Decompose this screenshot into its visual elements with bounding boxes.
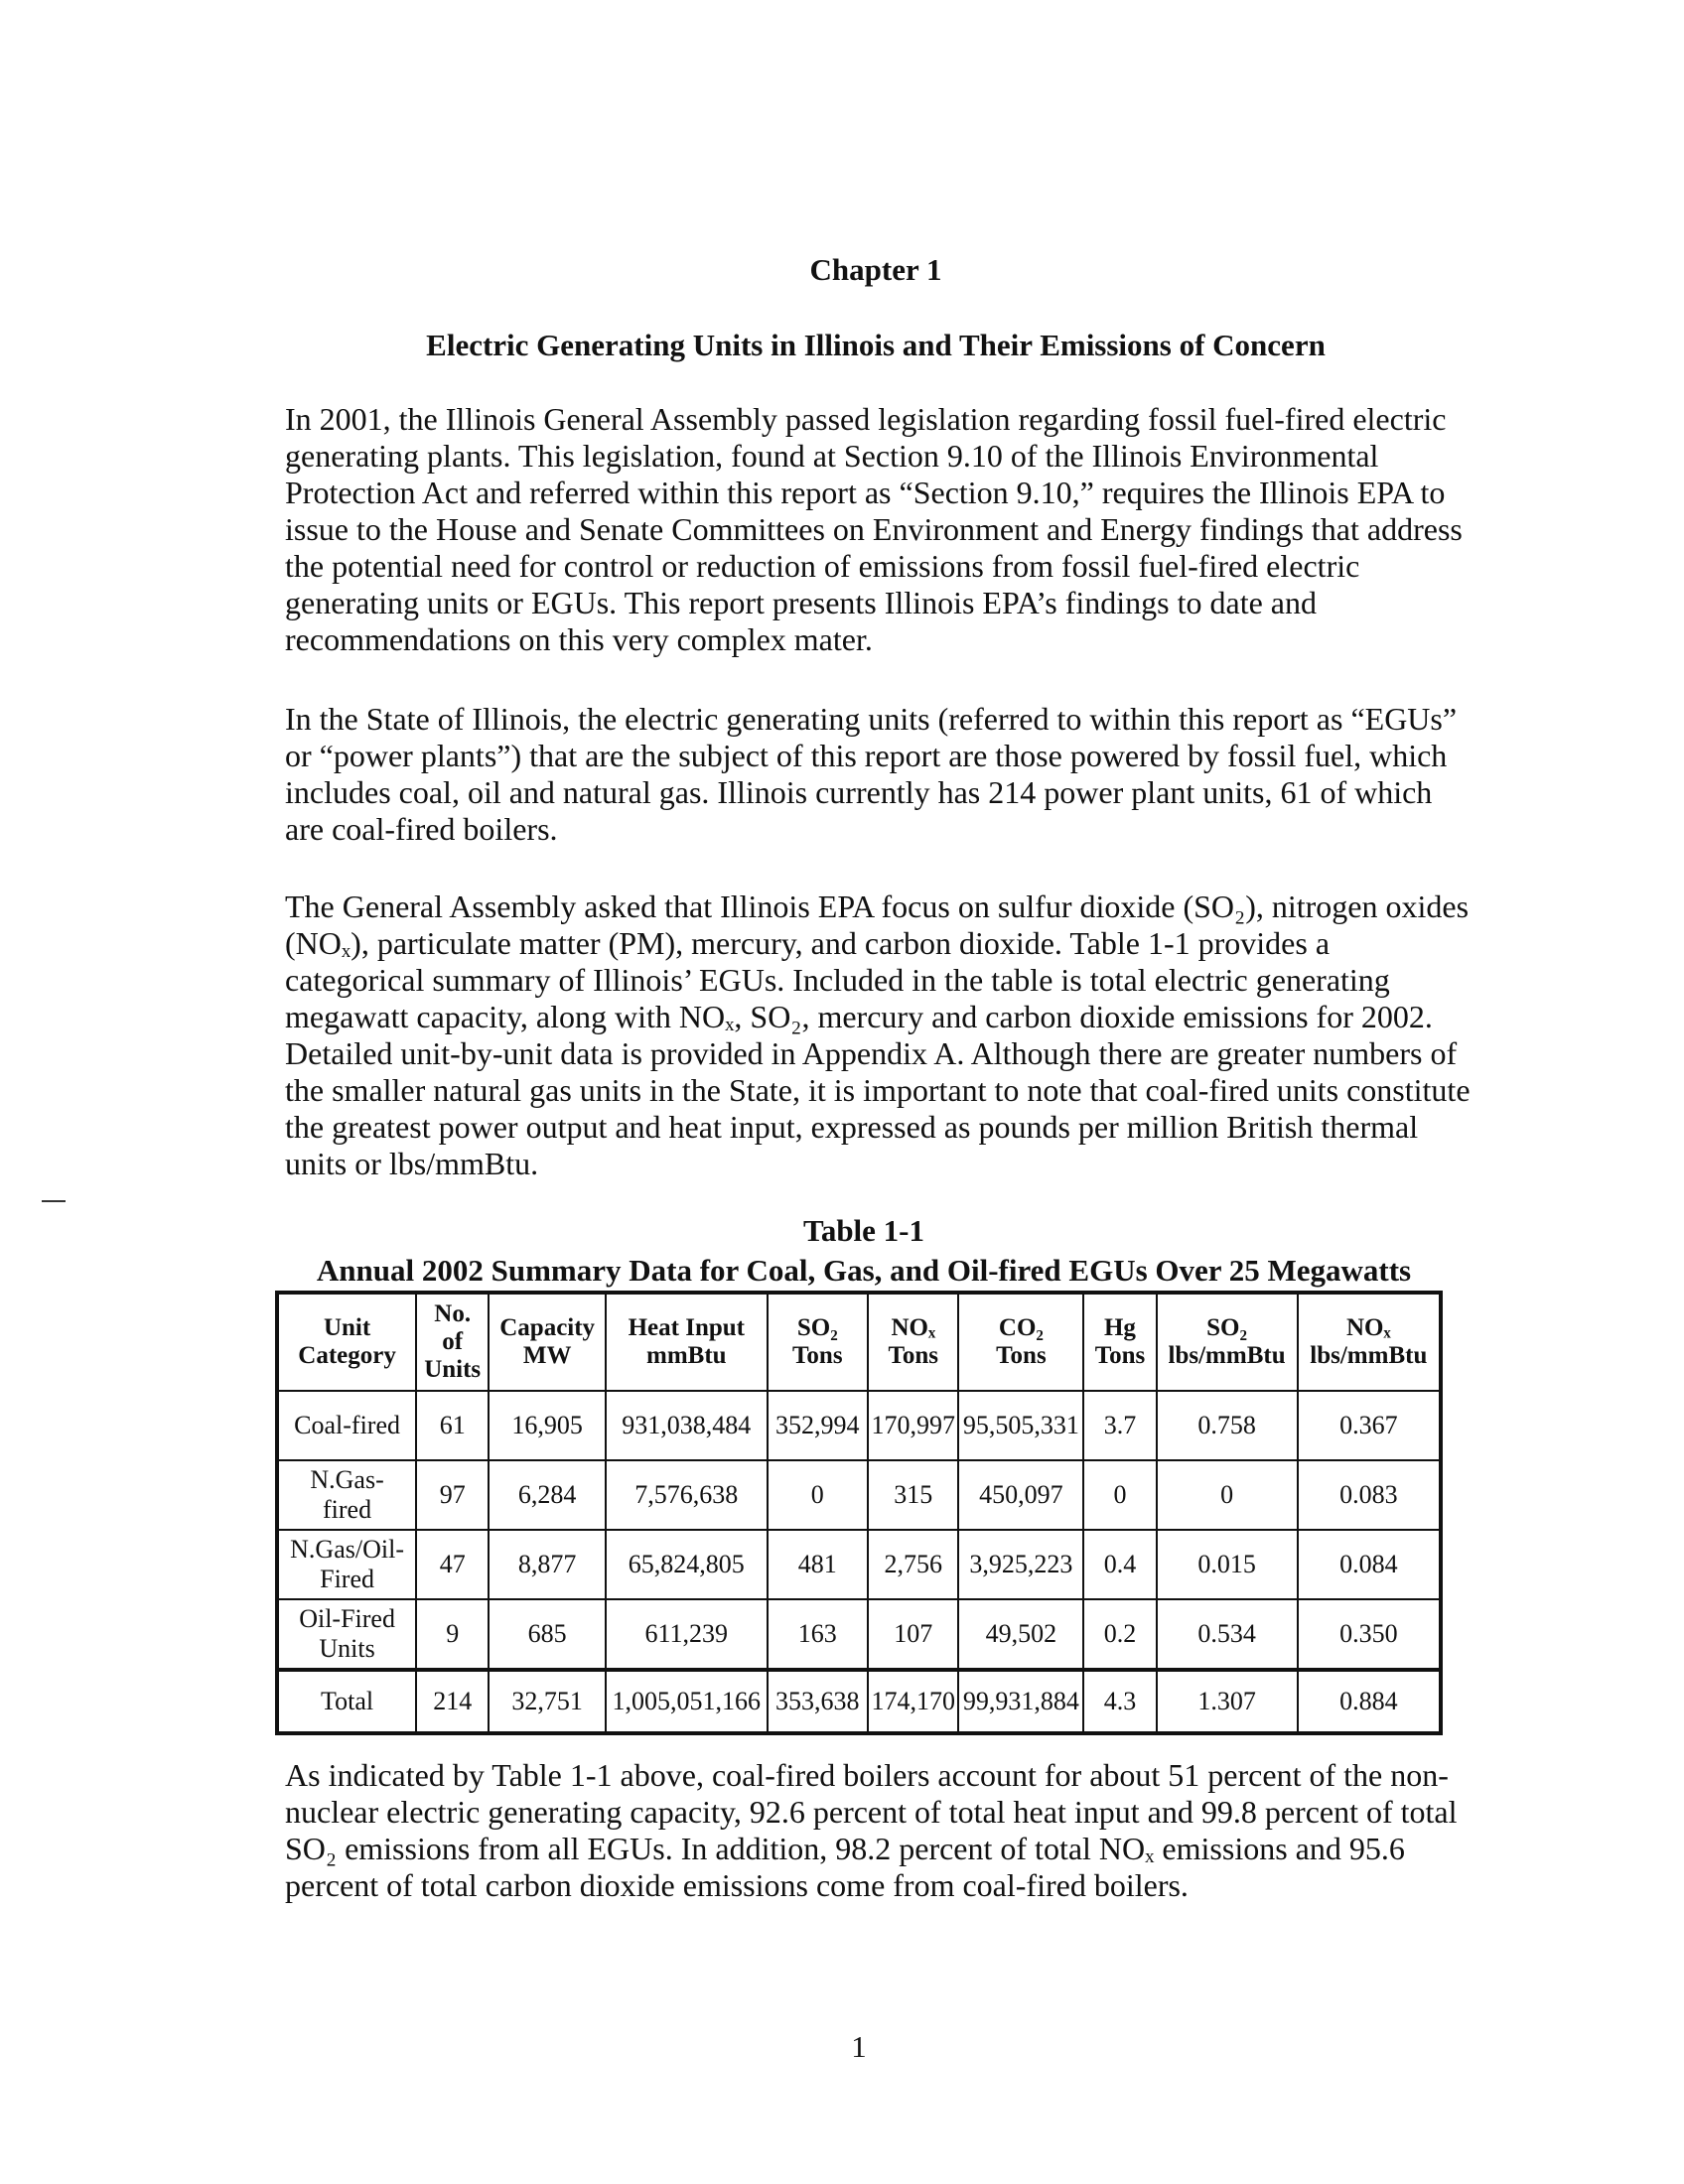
- header-heat-input: Heat Input mmBtu: [606, 1293, 767, 1391]
- header-capacity: Capacity MW: [489, 1293, 606, 1391]
- cell-nox-tons: 2,756: [868, 1530, 958, 1599]
- chapter-heading: Chapter 1: [809, 252, 942, 287]
- cell-units: 61: [416, 1391, 489, 1460]
- header-hg-tons: Hg Tons: [1083, 1293, 1156, 1391]
- cell-nox-rate: 0.367: [1298, 1391, 1441, 1460]
- cell-capacity: 32,751: [489, 1670, 606, 1733]
- paragraph-pollutants: The General Assembly asked that Illinois EPA focus on sulfur dioxide (SO₂), nitrogen oxides (NOₓ), particulate matter (PM), mercury, and carbon dioxide. Table 1-1 provides a categorical summary of Illinois’ EGUs. Included in the table is total electric generating megawatt capacity, along with NOₓ, SO₂, mercury and carbon dioxide emissions for 2002. Detailed unit-by-unit data is provided in Appendix A. Although there are greater numbers of the smaller natural gas units in the State, it is important to note that coal-fired units constitute the greatest power output and heat input, expressed as pounds per million British thermal units or lbs/mmBtu.: [285, 888, 1471, 1181]
- cell-capacity: 6,284: [489, 1460, 606, 1530]
- header-nox-rate: NOₓ lbs/mmBtu: [1298, 1293, 1441, 1391]
- header-so2-rate: SO₂ lbs/mmBtu: [1157, 1293, 1298, 1391]
- paragraph-state-egus: In the State of Illinois, the electric generating units (referred to within this report as “EGUs” or “power plants”) that are the subject of this report are those powered by fossil fuel, which includes coal, oil and natural gas. Illinois currently has 214 power plant units, 61 of which are coal-fired boilers.: [285, 701, 1458, 847]
- cell-category: Total: [277, 1670, 416, 1733]
- table-header-row: [277, 1293, 1441, 1391]
- cell-category: N.Gas-fired: [277, 1460, 416, 1530]
- cell-hg-tons: 0.4: [1083, 1530, 1156, 1599]
- table-row: [277, 1391, 1441, 1460]
- paragraph-coal-share: As indicated by Table 1-1 above, coal-fired boilers account for about 51 percent of the non-nuclear electric generating capacity, 92.6 percent of total heat input and 99.8 percent of total SO₂ emissions from all EGUs. In addition, 98.2 percent of total NOₓ emissions and 95.6 percent of total carbon dioxide emissions come from coal-fired boilers.: [285, 1757, 1458, 1903]
- cell-capacity: 8,877: [489, 1530, 606, 1599]
- margin-mark: [42, 1200, 66, 1202]
- cell-hg-tons: 4.3: [1083, 1670, 1156, 1733]
- cell-nox-rate: 0.884: [1298, 1670, 1441, 1733]
- header-no-of-units: No. of Units: [416, 1293, 489, 1391]
- paragraph-intro: In 2001, the Illinois General Assembly passed legislation regarding fossil fuel-fired electric generating plants. This legislation, found at Section 9.10 of the Illinois Environmental Protection Act and referred within this report as “Section 9.10,” requires the Illinois EPA to issue to the House and Senate Committees on Environment and Energy findings that address the potential need for control or reduction of emissions from fossil fuel-fired electric generating units or EGUs. This report presents Illinois EPA’s findings to date and recommendations on this very complex mater.: [285, 401, 1463, 657]
- header-unit-category: Unit Category: [277, 1293, 416, 1391]
- header-so2-tons: SO₂ Tons: [768, 1293, 869, 1391]
- chapter-title: Electric Generating Units in Illinois and Their Emissions of Concern: [426, 328, 1326, 362]
- cell-units: 214: [416, 1670, 489, 1733]
- cell-so2-rate: 0.534: [1157, 1599, 1298, 1670]
- cell-hg-tons: 0.2: [1083, 1599, 1156, 1670]
- table-row: [277, 1460, 1441, 1530]
- cell-nox-tons: 174,170: [868, 1670, 958, 1733]
- cell-so2-tons: 481: [768, 1530, 869, 1599]
- cell-so2-rate: 0.015: [1157, 1530, 1298, 1599]
- cell-co2-tons: 99,931,884: [958, 1670, 1083, 1733]
- cell-so2-rate: 0: [1157, 1460, 1298, 1530]
- table-caption: Table 1-1: [802, 1213, 925, 1248]
- page-number: 1: [851, 2029, 867, 2064]
- cell-category: N.Gas/Oil-Fired: [277, 1530, 416, 1599]
- cell-nox-tons: 170,997: [868, 1391, 958, 1460]
- egu-summary-table: [275, 1291, 1443, 1735]
- table-subcaption: Annual 2002 Summary Data for Coal, Gas, and Oil-fired EGUs Over 25 Megawatts: [316, 1253, 1412, 1288]
- cell-category: Coal-fired: [277, 1391, 416, 1460]
- cell-units: 47: [416, 1530, 489, 1599]
- cell-heat-input: 931,038,484: [606, 1391, 767, 1460]
- header-co2-tons: CO₂ Tons: [958, 1293, 1083, 1391]
- cell-capacity: 685: [489, 1599, 606, 1670]
- cell-so2-tons: 352,994: [768, 1391, 869, 1460]
- table-row: [277, 1530, 1441, 1599]
- cell-co2-tons: 3,925,223: [958, 1530, 1083, 1599]
- table-total-row: [277, 1670, 1441, 1733]
- cell-nox-tons: 315: [868, 1460, 958, 1530]
- cell-nox-rate: 0.084: [1298, 1530, 1441, 1599]
- cell-so2-rate: 0.758: [1157, 1391, 1298, 1460]
- cell-so2-rate: 1.307: [1157, 1670, 1298, 1733]
- cell-so2-tons: 353,638: [768, 1670, 869, 1733]
- cell-hg-tons: 0: [1083, 1460, 1156, 1530]
- cell-so2-tons: 0: [768, 1460, 869, 1530]
- cell-heat-input: 611,239: [606, 1599, 767, 1670]
- cell-heat-input: 7,576,638: [606, 1460, 767, 1530]
- cell-hg-tons: 3.7: [1083, 1391, 1156, 1460]
- cell-co2-tons: 95,505,331: [958, 1391, 1083, 1460]
- cell-capacity: 16,905: [489, 1391, 606, 1460]
- cell-nox-tons: 107: [868, 1599, 958, 1670]
- header-nox-tons: NOₓ Tons: [868, 1293, 958, 1391]
- cell-co2-tons: 49,502: [958, 1599, 1083, 1670]
- table-row: [277, 1599, 1441, 1670]
- cell-units: 9: [416, 1599, 489, 1670]
- cell-category: Oil-Fired Units: [277, 1599, 416, 1670]
- cell-nox-rate: 0.083: [1298, 1460, 1441, 1530]
- cell-so2-tons: 163: [768, 1599, 869, 1670]
- cell-heat-input: 65,824,805: [606, 1530, 767, 1599]
- cell-heat-input: 1,005,051,166: [606, 1670, 767, 1733]
- cell-nox-rate: 0.350: [1298, 1599, 1441, 1670]
- cell-units: 97: [416, 1460, 489, 1530]
- cell-co2-tons: 450,097: [958, 1460, 1083, 1530]
